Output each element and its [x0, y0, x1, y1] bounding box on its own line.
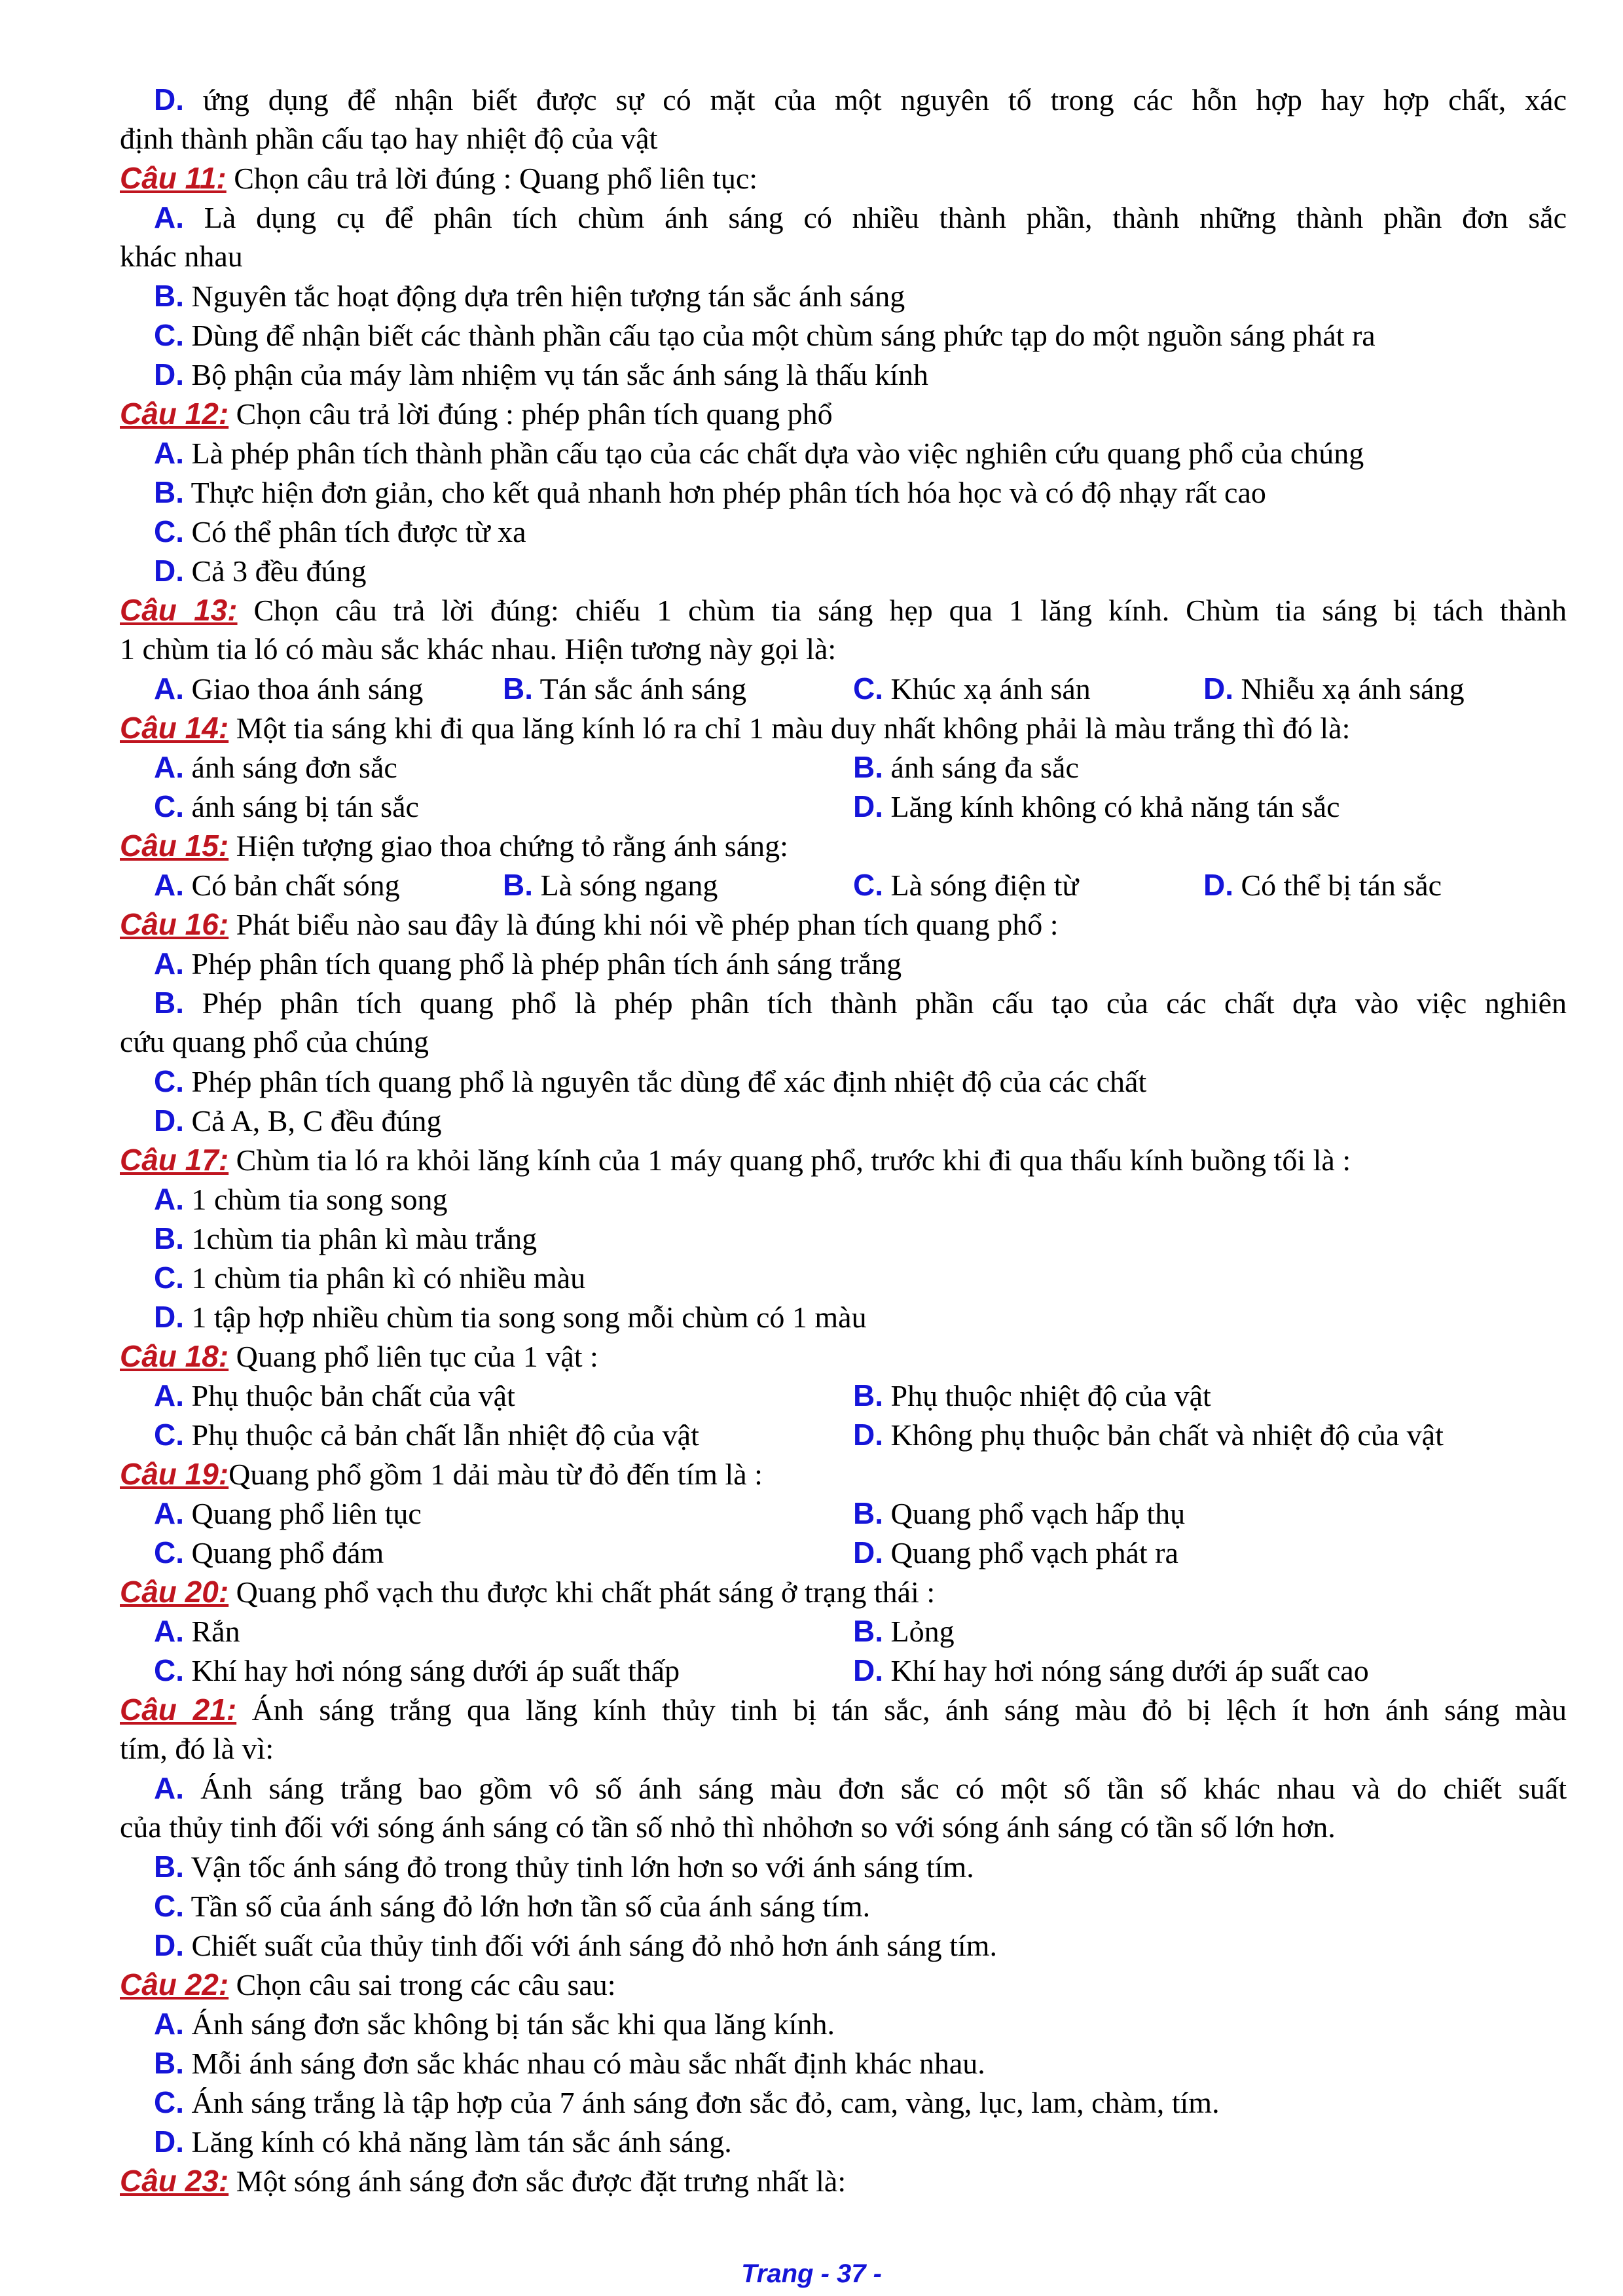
option-text: Khí hay hơi nóng sáng dưới áp suất thấp: [191, 1654, 680, 1687]
option-line: [120, 2122, 1567, 2161]
question-line: [120, 1140, 1567, 1179]
option-text: Có thể phân tích được từ xa: [191, 515, 526, 548]
option-line: [120, 2043, 1567, 2083]
option-label: B.: [503, 672, 533, 706]
question-text: Một sóng ánh sáng đơn sắc được đặt trưng nhất là:: [236, 2164, 847, 2198]
options-row: [120, 1611, 1567, 1651]
option-item: [154, 747, 397, 787]
question-continuation: [120, 630, 1567, 669]
option-text: cứu quang phổ của chúng: [120, 1025, 429, 1058]
option-label: A.: [154, 1771, 184, 1805]
option-label: A.: [154, 946, 184, 980]
option-text: Nguyên tắc hoạt động dựa trên hiện tượng tán sắc ánh sáng: [191, 279, 905, 313]
options-row: [120, 669, 1567, 708]
option-line: [120, 355, 1567, 394]
option-label: B.: [853, 1496, 883, 1530]
options-row: [120, 787, 1567, 826]
option-item: [154, 1651, 680, 1691]
option-line: [120, 1258, 1567, 1297]
option-text: ánh sáng bị tán sắc: [191, 790, 419, 823]
option-text: Bộ phận của máy làm nhiệm vụ tán sắc ánh sáng là thấu kính: [191, 358, 928, 391]
option-text: Ánh sáng đơn sắc không bị tán sắc khi qua lăng kính.: [191, 2007, 835, 2041]
option-text: Lăng kính có khả năng làm tán sắc ánh sáng.: [191, 2125, 732, 2159]
option-text: ánh sáng đa sắc: [890, 751, 1079, 784]
option-text: Ánh sáng trắng bao gồm vô số ánh sáng màu đơn sắc có một số tần số khác nhau và do chiết suất: [200, 1772, 1567, 1805]
question-line: [120, 1454, 1567, 1494]
page-footer: Trang - 37 -: [741, 2259, 882, 2288]
question-line: [120, 2161, 1567, 2200]
option-label: A.: [154, 1378, 184, 1412]
option-label: B.: [853, 750, 883, 784]
option-label: B.: [154, 2046, 184, 2080]
option-text: Thực hiện đơn giản, cho kết quả nhanh hơn phép phân tích hóa học và có độ nhạy rất cao: [191, 476, 1266, 509]
option-line: [120, 80, 1567, 119]
question-text: Chọn câu trả lời đúng: chiếu 1 chùm tia sáng hẹp qua 1 lăng kính. Chùm tia sáng bị tách thành: [253, 594, 1567, 627]
option-label: A.: [154, 750, 184, 784]
option-text: Có bản chất sóng: [191, 869, 400, 902]
option-label: D.: [1203, 672, 1233, 706]
option-label: C.: [853, 868, 883, 902]
option-text: khác nhau: [120, 240, 243, 273]
option-item: [154, 1494, 422, 1534]
option-text: định thành phần cấu tạo hay nhiệt độ của vật: [120, 122, 658, 155]
question-label: Câu 23:: [120, 2164, 229, 2198]
option-line: [120, 433, 1567, 473]
option-text: Vận tốc ánh sáng đỏ trong thủy tinh lớn hơn so với ánh sáng tím.: [191, 1850, 974, 1884]
option-label: D.: [853, 789, 883, 823]
option-text: Có thể bị tán sắc: [1241, 869, 1442, 902]
option-text: Nhiễu xạ ánh sáng: [1241, 672, 1465, 706]
option-label: D.: [154, 82, 184, 117]
option-item: [154, 1611, 240, 1651]
option-label: D.: [154, 1300, 184, 1334]
option-label: C.: [154, 1418, 184, 1452]
question-continuation: [120, 1729, 1567, 1768]
option-line: [120, 1847, 1567, 1886]
option-item: [154, 865, 400, 905]
options-row: [120, 1533, 1567, 1572]
option-continuation: [120, 1808, 1567, 1847]
option-label: B.: [154, 475, 184, 509]
option-text: Dùng để nhận biết các thành phần cấu tạo của một chùm sáng phức tạp do một nguồn sáng phát ra: [191, 319, 1376, 352]
option-label: A.: [154, 1614, 184, 1648]
option-text: Phụ thuộc nhiệt độ của vật: [890, 1379, 1211, 1412]
option-label: C.: [154, 514, 184, 548]
options-row: [120, 1494, 1567, 1533]
option-item: [853, 1611, 955, 1651]
option-item: [853, 747, 1079, 787]
option-line: [120, 1886, 1567, 1926]
option-item: [853, 1376, 1211, 1416]
option-line: [120, 983, 1567, 1022]
option-item: [154, 1533, 384, 1573]
option-line: [120, 198, 1567, 237]
question-text: 1 chùm tia ló có màu sắc khác nhau. Hiện tương này gọi là:: [120, 632, 837, 666]
option-label: D.: [853, 1653, 883, 1687]
option-label: C.: [154, 1261, 184, 1295]
question-text: Quang phổ vạch thu được khi chất phát sáng ở trạng thái :: [236, 1575, 936, 1609]
options-row: [120, 1415, 1567, 1454]
option-line: [120, 2004, 1567, 2043]
question-line: [120, 1572, 1567, 1611]
option-item: [154, 669, 423, 709]
options-row: [120, 865, 1567, 905]
option-text: Cả A, B, C đều đúng: [191, 1104, 442, 1138]
option-line: [120, 512, 1567, 551]
option-text: Khúc xạ ánh sán: [890, 672, 1091, 706]
option-label: C.: [154, 1889, 184, 1923]
question-label: Câu 16:: [120, 907, 229, 941]
option-item: [853, 669, 1091, 709]
option-label: B.: [154, 279, 184, 313]
options-row: [120, 1376, 1567, 1415]
question-text: Hiện tượng giao thoa chứng tỏ rằng ánh sáng:: [236, 829, 788, 863]
option-label: C.: [154, 1064, 184, 1098]
question-line: [120, 708, 1567, 747]
option-label: D.: [853, 1535, 883, 1570]
option-line: [120, 315, 1567, 355]
question-label: Câu 20:: [120, 1575, 229, 1609]
option-line: [120, 1297, 1567, 1336]
question-label: Câu 21:: [120, 1693, 237, 1727]
option-text: Là sóng ngang: [540, 869, 718, 902]
option-label: A.: [154, 2007, 184, 2041]
option-text: Quang phổ liên tục: [191, 1497, 422, 1530]
option-text: Chiết suất của thủy tinh đối với ánh sáng đỏ nhỏ hơn ánh sáng tím.: [191, 1929, 997, 1962]
option-text: Khí hay hơi nóng sáng dưới áp suất cao: [890, 1654, 1369, 1687]
option-text: Giao thoa ánh sáng: [191, 672, 424, 706]
option-label: A.: [154, 1182, 184, 1216]
option-text: Phụ thuộc bản chất của vật: [191, 1379, 515, 1412]
option-continuation: [120, 1022, 1567, 1062]
option-item: [853, 1533, 1178, 1573]
option-line: [120, 1219, 1567, 1258]
option-text: Quang phổ đám: [191, 1536, 384, 1570]
option-text: Phép phân tích quang phổ là phép phân tích thành phần cấu tạo của các chất dựa vào việc nghiên: [202, 986, 1567, 1020]
options-row: [120, 747, 1567, 787]
option-text: Lăng kính không có khả năng tán sắc: [890, 790, 1340, 823]
option-label: B.: [154, 986, 184, 1020]
option-label: C.: [154, 318, 184, 352]
question-text: Phát biểu nào sau đây là đúng khi nói về phép phan tích quang phổ :: [236, 908, 1059, 941]
question-text: Ánh sáng trắng qua lăng kính thủy tinh bị tán sắc, ánh sáng màu đỏ bị lệch ít hơn ánh sáng màu: [251, 1693, 1567, 1727]
question-label: Câu 12:: [120, 397, 229, 431]
option-text: Rắn: [191, 1615, 240, 1648]
option-label: B.: [853, 1378, 883, 1412]
option-label: C.: [154, 2085, 184, 2119]
option-item: [853, 865, 1078, 905]
option-text: của thủy tinh đối với sóng ánh sáng có tần số nhỏ thì nhỏhơn so với sóng ánh sáng có tần số lớn hơn.: [120, 1810, 1336, 1844]
option-item: [853, 787, 1340, 827]
option-label: B.: [154, 1850, 184, 1884]
option-label: B.: [503, 868, 533, 902]
option-text: 1 tập hợp nhiều chùm tia song song mỗi chùm có 1 màu: [191, 1300, 867, 1334]
option-label: A.: [154, 672, 184, 706]
option-label: A.: [154, 436, 184, 470]
option-line: [120, 1062, 1567, 1101]
question-line: [120, 1336, 1567, 1376]
option-label: B.: [853, 1614, 883, 1648]
question-line: [120, 905, 1567, 944]
question-label: Câu 11:: [120, 161, 227, 195]
option-label: B.: [154, 1221, 184, 1255]
option-text: Quang phổ vạch phát ra: [890, 1536, 1178, 1570]
question-label: Câu 14:: [120, 711, 229, 745]
option-label: D.: [853, 1418, 883, 1452]
option-item: [1203, 865, 1442, 905]
page-content: [120, 80, 1567, 2200]
option-line: [120, 1179, 1567, 1219]
option-label: C.: [154, 1535, 184, 1570]
option-line: [120, 473, 1567, 512]
option-text: Ánh sáng trắng là tập hợp của 7 ánh sáng đơn sắc đỏ, cam, vàng, lục, lam, chàm, tím.: [191, 2086, 1220, 2119]
option-text: Không phụ thuộc bản chất và nhiệt độ của vật: [890, 1418, 1444, 1452]
option-item: [503, 865, 718, 905]
option-label: D.: [154, 1928, 184, 1962]
option-label: A.: [154, 868, 184, 902]
question-line: [120, 1690, 1567, 1729]
option-text: 1 chùm tia phân kì có nhiều màu: [191, 1261, 586, 1295]
option-item: [853, 1651, 1369, 1691]
option-text: Tần số của ánh sáng đỏ lớn hơn tần số của ánh sáng tím.: [191, 1890, 871, 1923]
option-label: D.: [154, 1103, 184, 1138]
question-line: [120, 826, 1567, 865]
option-line: [120, 2083, 1567, 2122]
question-text: Chọn câu trả lời đúng : phép phân tích quang phổ: [236, 397, 833, 431]
option-line: [120, 551, 1567, 590]
option-text: Cả 3 đều đúng: [191, 554, 367, 588]
option-item: [503, 669, 746, 709]
option-text: Là phép phân tích thành phần cấu tạo của các chất dựa vào việc nghiên cứu quang phổ của chúng: [191, 437, 1364, 470]
option-item: [853, 1415, 1444, 1455]
option-text: Phụ thuộc cả bản chất lẫn nhiệt độ của vật: [191, 1418, 699, 1452]
question-label: Câu 15:: [120, 829, 229, 863]
option-label: C.: [154, 1653, 184, 1687]
option-label: D.: [1203, 868, 1233, 902]
question-text: Quang phổ liên tục của 1 vật :: [236, 1340, 598, 1373]
option-item: [154, 1415, 699, 1455]
question-label: Câu 17:: [120, 1143, 229, 1177]
option-text: Là sóng điện từ: [890, 869, 1079, 902]
option-item: [154, 787, 419, 827]
option-label: A.: [154, 200, 184, 234]
question-text: Một tia sáng khi đi qua lăng kính ló ra chỉ 1 màu duy nhất không phải là màu trắng thì đó là:: [236, 711, 1351, 745]
option-line: [120, 944, 1567, 983]
question-line: [120, 158, 1567, 198]
question-label: Câu 13:: [120, 593, 238, 627]
option-text: Là dụng cụ để phân tích chùm ánh sáng có nhiều thành phần, thành những thành phần đơn sắc: [204, 201, 1567, 234]
question-line: [120, 590, 1567, 630]
question-text: Chọn câu trả lời đúng : Quang phổ liên tục:: [234, 162, 758, 195]
option-text: 1 chùm tia song song: [191, 1183, 448, 1216]
question-label: Câu 18:: [120, 1339, 229, 1373]
option-text: Tán sắc ánh sáng: [539, 672, 747, 706]
option-line: [120, 1926, 1567, 1965]
question-label: Câu 22:: [120, 1967, 229, 2001]
option-item: [154, 1376, 515, 1416]
option-text: Phép phân tích quang phổ là nguyên tắc dùng để xác định nhiệt độ của các chất: [191, 1065, 1147, 1098]
question-text: Chọn câu sai trong các câu sau:: [236, 1968, 616, 2001]
option-label: D.: [154, 357, 184, 391]
option-text: ánh sáng đơn sắc: [191, 751, 397, 784]
option-label: D.: [154, 554, 184, 588]
option-line: [120, 276, 1567, 315]
question-text: tím, đó là vì:: [120, 1732, 274, 1765]
option-text: Quang phổ vạch hấp thụ: [890, 1497, 1186, 1530]
question-line: [120, 1965, 1567, 2004]
option-text: ứng dụng để nhận biết được sự có mặt của một nguyên tố trong các hỗn hợp hay hợp chất, xác: [202, 83, 1567, 117]
question-label: Câu 19:: [120, 1457, 229, 1491]
option-item: [853, 1494, 1185, 1534]
question-line: [120, 394, 1567, 433]
question-text: Quang phổ gồm 1 dải màu từ đỏ đến tím là :: [228, 1458, 763, 1491]
option-item: [1203, 669, 1465, 709]
options-row: [120, 1651, 1567, 1690]
option-line: [120, 1101, 1567, 1140]
option-label: C.: [154, 789, 184, 823]
question-text: Chùm tia ló ra khỏi lăng kính của 1 máy quang phổ, trước khi đi qua thấu kính buồng tối là :: [236, 1143, 1351, 1177]
option-continuation: [120, 237, 1567, 276]
option-text: 1chùm tia phân kì màu trắng: [191, 1222, 538, 1255]
option-text: Mỗi ánh sáng đơn sắc khác nhau có màu sắc nhất định khác nhau.: [191, 2047, 985, 2080]
option-label: D.: [154, 2125, 184, 2159]
option-continuation: [120, 119, 1567, 158]
option-text: Lỏng: [890, 1615, 955, 1648]
option-label: C.: [853, 672, 883, 706]
option-label: A.: [154, 1496, 184, 1530]
option-text: Phép phân tích quang phổ là phép phân tích ánh sáng trắng: [191, 947, 902, 980]
option-line: [120, 1768, 1567, 1808]
